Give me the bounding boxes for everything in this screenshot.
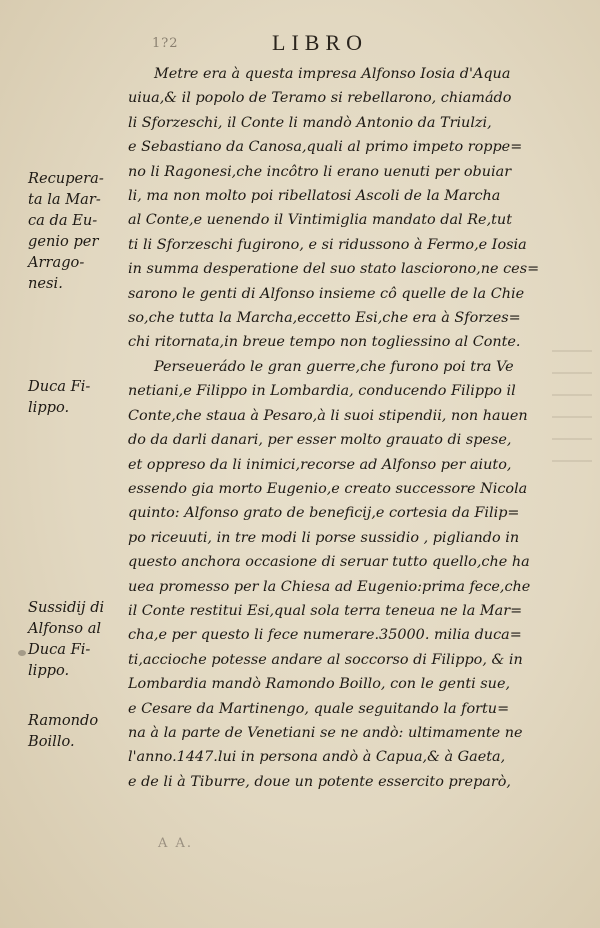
margin-note-line: nesi. <box>28 275 63 292</box>
margin-note-line: ca da Eu- <box>28 212 98 229</box>
text-line: al Conte,e uenendo il Vintimiglia mandato dal Re,tut <box>128 212 512 229</box>
text-line: so,che tutta la Marcha,eccetto Esi,che era à Sforzes= <box>128 310 521 327</box>
show-through-bleed <box>552 350 592 470</box>
text-line: ti,accioche potesse andare al soccorso di Filippo, & in <box>128 651 523 668</box>
text-line: uea promesso per la Chiesa ad Eugenio:prima fece,che <box>128 578 531 595</box>
text-line: Perseuerádo le gran guerre,che furono poi tra Ve <box>154 358 514 375</box>
text-line: no li Ragonesi,che incôtro li erano uenuti per obuiar <box>128 163 512 180</box>
margin-note-line: Ramondo <box>28 712 99 729</box>
ink-blot <box>18 650 26 656</box>
text-line: quinto: Alfonso grato de beneficij,e cortesia da Filip= <box>128 505 520 522</box>
margin-note-line: Sussidij di <box>28 599 105 616</box>
margin-note-ramondo <box>28 710 128 752</box>
text-line: et oppreso da li inimici,recorse ad Alfonso per aiuto, <box>128 456 512 473</box>
text-line: sarono le genti di Alfonso insieme cô quelle de la Chie <box>128 285 525 302</box>
margin-note-sussidij <box>28 597 128 681</box>
folio-number: 1?2 <box>152 36 179 51</box>
text-line: e Cesare da Martinengo, quale seguitando la fortu= <box>128 700 510 717</box>
margin-note-line: Recupera- <box>28 170 104 187</box>
margin-note-line: lippo. <box>28 399 70 416</box>
margin-note-line: Boillo. <box>28 733 75 750</box>
text-line: essendo gia morto Eugenio,e creato successore Nicola <box>128 480 528 497</box>
margin-note-line: Arrago- <box>28 254 85 271</box>
margin-note-line: lippo. <box>28 662 70 679</box>
margin-note-line: genio per <box>28 233 99 250</box>
margin-note-recuperata <box>28 168 128 294</box>
text-line: in summa desperatione del suo stato lasciorono,ne ces= <box>128 261 540 278</box>
margin-note-duca-filippo <box>28 376 128 418</box>
text-line: Metre era à questa impresa Alfonso Iosia d'Aqua <box>154 66 511 82</box>
text-line: Conte,che staua à Pesaro,à li suoi stipendii, non hauen <box>128 407 528 424</box>
text-line: uiua,& il popolo de Teramo si rebellarono, chiamádo <box>128 90 512 107</box>
text-line: e de li à Tiburre, doue un potente essercito preparò, <box>128 773 511 790</box>
text-line: cha,e per questo li fece numerare.35000. milia duca= <box>128 627 522 644</box>
text-line: li Sforzeschi, il Conte li mandò Antonio da Triulzi, <box>128 114 492 131</box>
running-head: LIBRO <box>272 30 368 55</box>
text-line: l'anno.1447.lui in persona andò à Capua,& à Gaeta, <box>128 749 506 766</box>
text-line: Lombardia mandò Ramondo Boillo, con le genti sue, <box>128 676 511 693</box>
catchword: A A. <box>158 836 194 851</box>
text-line: li, ma non molto poi ribellatosi Ascoli de la Marcha <box>128 188 501 205</box>
margin-note-line: Duca Fi- <box>28 641 91 658</box>
text-line: na à la parte de Venetiani se ne andò: ultimamente ne <box>128 724 523 741</box>
margin-note-line: Duca Fi- <box>28 378 91 395</box>
margin-note-line: Alfonso al <box>28 620 102 637</box>
margin-note-line: ta la Mar- <box>28 191 101 208</box>
text-line: do da darli danari, per esser molto grauato di spese, <box>128 432 512 449</box>
main-text-block <box>128 62 560 794</box>
text-line: questo anchora occasione di seruar tutto quello,che ha <box>128 554 530 571</box>
text-line: e Sebastiano da Canosa,quali al primo impeto roppe= <box>128 139 523 156</box>
text-line: chi ritornata,in breue tempo non togliessino al Conte. <box>128 334 521 351</box>
text-line: po riceuuti, in tre modi li porse sussidio , pigliando in <box>128 529 520 546</box>
text-line: ti li Sforzeschi fugirono, e si ridussono à Fermo,e Iosia <box>128 236 527 253</box>
text-line: netiani,e Filippo in Lombardia, conducendo Filippo il <box>128 383 516 400</box>
text-line: il Conte restitui Esi,qual sola terra teneua ne la Mar= <box>128 602 523 619</box>
